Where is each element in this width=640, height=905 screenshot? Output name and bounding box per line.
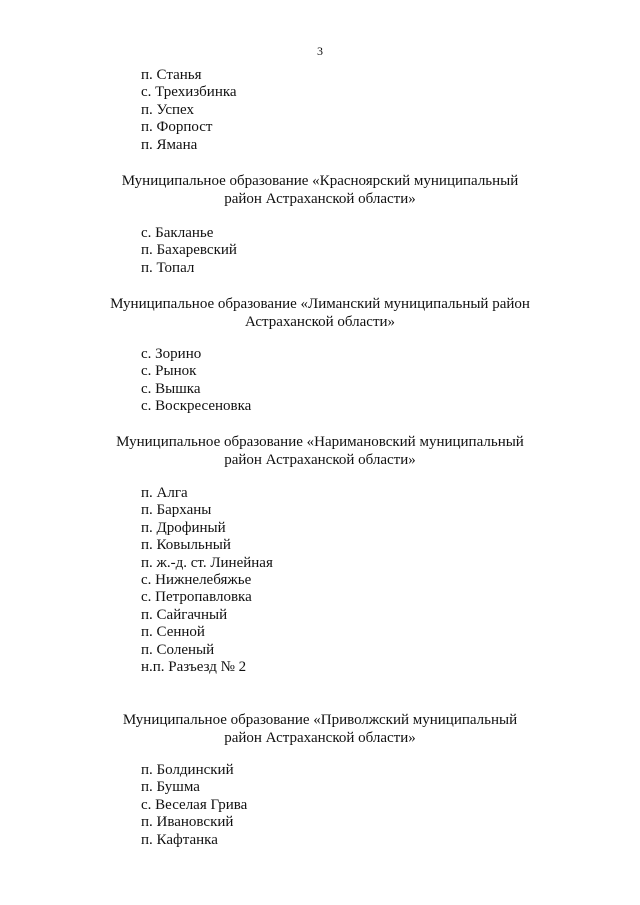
settlement-item: п. Ковыльный (141, 537, 231, 554)
settlement-item: п. Бахаревский (141, 242, 237, 259)
settlement-list (141, 67, 237, 154)
settlement-list (141, 346, 251, 416)
settlement-item: с. Петропавловка (141, 589, 252, 606)
settlement-item: с. Трехизбинка (141, 84, 237, 101)
settlement-list (141, 225, 237, 277)
settlement-item: п. Барханы (141, 502, 212, 519)
settlement-item: п. Кафтанка (141, 831, 218, 848)
settlement-item: п. Ивановский (141, 814, 234, 831)
settlement-item: с. Нижнелебяжье (141, 572, 252, 589)
settlement-item: п. ж.-д. ст. Линейная (141, 554, 273, 571)
settlement-item: п. Сенной (141, 624, 205, 641)
section-heading: Муниципальное образование «Наримановский муниципальный район Астраханской области» (116, 434, 524, 468)
settlement-item: с. Воскресеновка (141, 398, 252, 415)
settlement-item: п. Ямана (141, 136, 198, 153)
settlement-item: п. Станья (141, 67, 202, 83)
settlement-item: с. Зорино (141, 346, 202, 362)
settlement-item: п. Соленый (141, 641, 215, 658)
section-heading: Муниципальное образование «Красноярский муниципальный район Астраханской области» (121, 173, 519, 207)
settlement-list (141, 762, 247, 849)
settlement-item: с. Рынок (141, 363, 197, 380)
settlement-item: п. Успех (141, 101, 194, 118)
settlement-item: п. Бушма (141, 779, 200, 796)
page-number: 3 (317, 44, 323, 58)
settlement-item: с. Вышка (141, 380, 201, 397)
settlement-item: н.п. Разъезд № 2 (141, 659, 247, 676)
settlement-item: п. Дрофиный (141, 519, 226, 536)
settlement-item: п. Алга (141, 485, 188, 501)
settlement-list (141, 485, 273, 676)
settlement-item: с. Веселая Грива (141, 796, 248, 813)
settlement-item: п. Сайгачный (141, 606, 228, 623)
settlement-item: п. Топал (141, 259, 195, 276)
settlement-item: п. Форпост (141, 119, 213, 136)
section-heading: Муниципальное образование «Лиманский муниципальный район Астраханской области» (110, 296, 530, 330)
settlement-item: п. Болдинский (141, 762, 234, 778)
section-heading: Муниципальное образование «Приволжский муниципальный район Астраханской области» (122, 712, 518, 746)
settlement-item: с. Бакланье (141, 225, 214, 241)
